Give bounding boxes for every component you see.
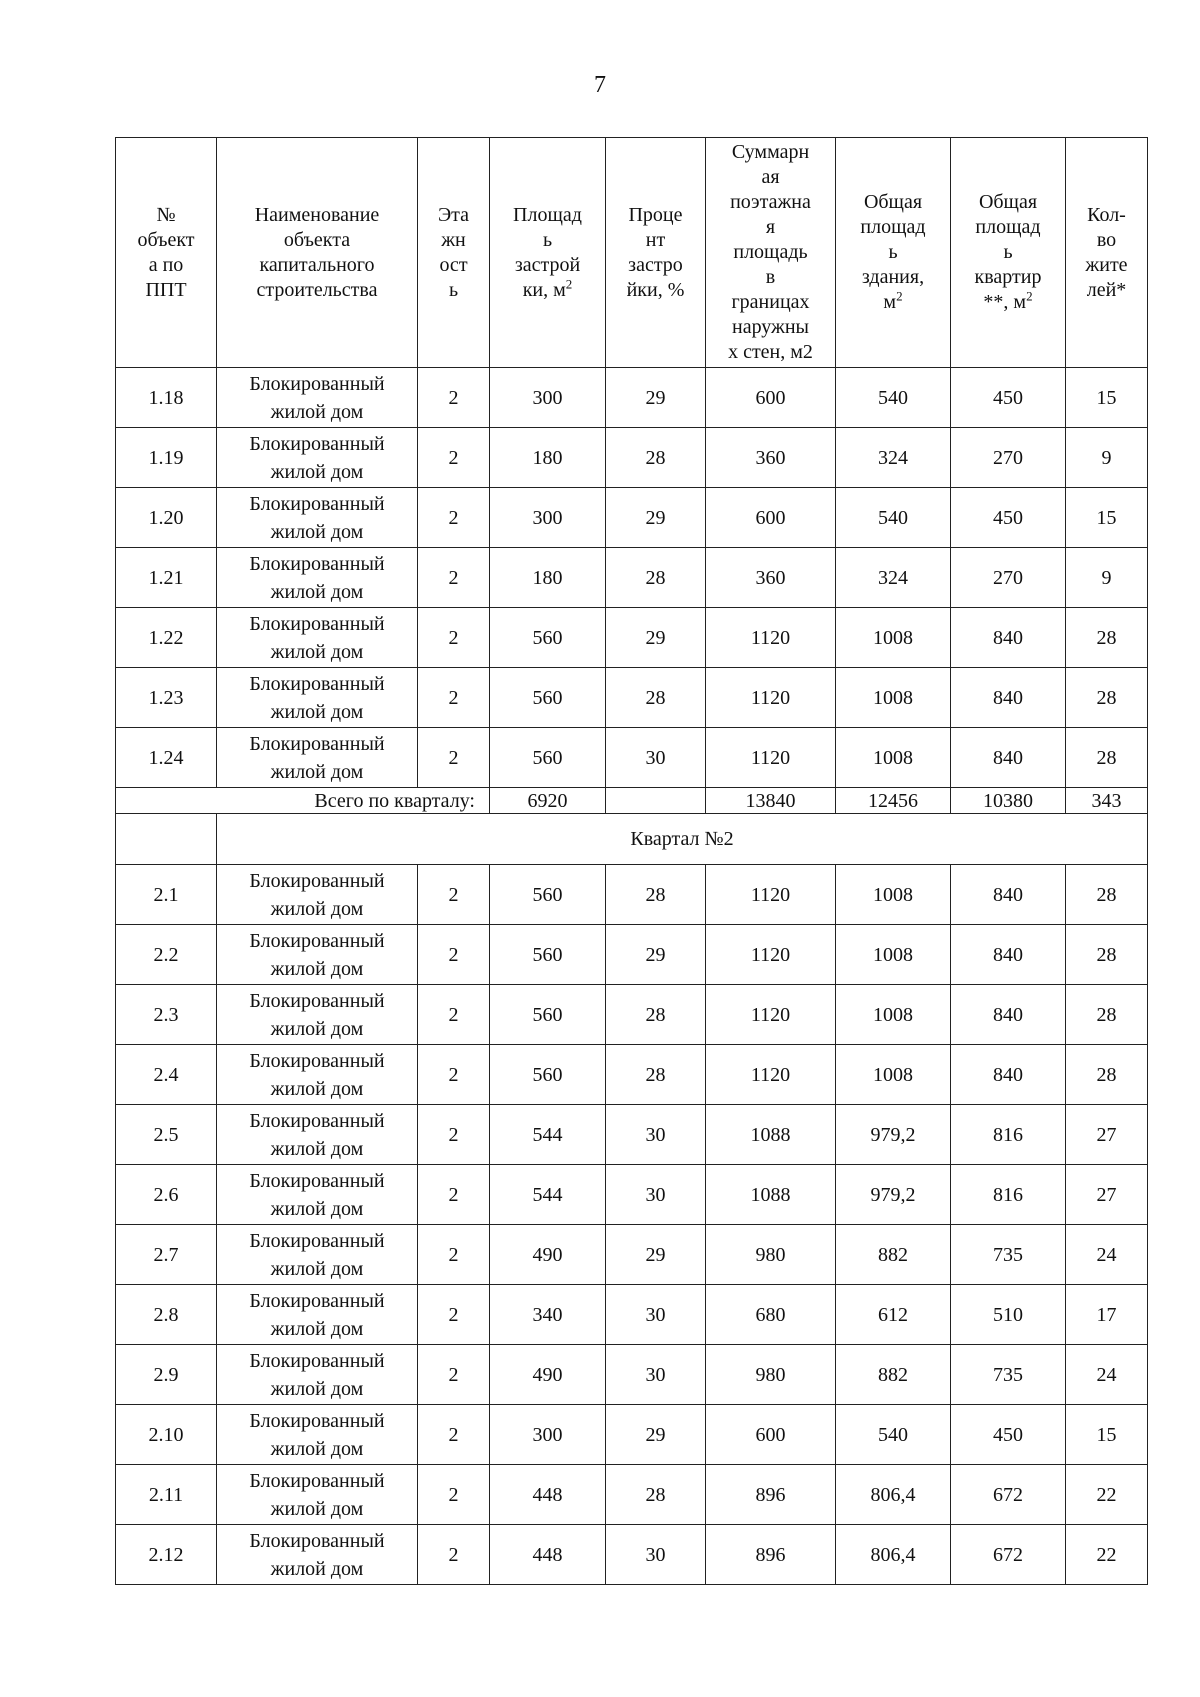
cell-residents: 28: [1066, 668, 1148, 728]
cell-built-area: 300: [490, 368, 606, 428]
cell-built-area: 560: [490, 865, 606, 925]
cell-built-area: 448: [490, 1525, 606, 1585]
cell-residents: 15: [1066, 488, 1148, 548]
cell-floors: 2: [418, 925, 490, 985]
header-total-floor-area: Суммарн ая поэтажна я площадь в границах наружны х стен, м2: [706, 138, 836, 368]
cell-object-name: Блокированный жилой дом: [217, 985, 418, 1045]
cell-object-number: 1.22: [116, 608, 217, 668]
cell-floors: 2: [418, 1525, 490, 1585]
cell-building-area: 806,4: [836, 1465, 951, 1525]
cell-object-name: Блокированный жилой дом: [217, 1165, 418, 1225]
total-built-percent: [606, 788, 706, 814]
cell-apartments-area: 510: [951, 1285, 1066, 1345]
cell-building-area: 1008: [836, 865, 951, 925]
cell-apartments-area: 816: [951, 1105, 1066, 1165]
cell-object-name: Блокированный жилой дом: [217, 1525, 418, 1585]
header-floors: Эта жн ост ь: [418, 138, 490, 368]
cell-residents: 28: [1066, 985, 1148, 1045]
cell-residents: 24: [1066, 1345, 1148, 1405]
table-row: [116, 1165, 1148, 1225]
cell-total-floor-area: 896: [706, 1465, 836, 1525]
table-header-row: [116, 138, 1148, 368]
cell-floors: 2: [418, 728, 490, 788]
total-label: Всего по кварталу:: [116, 788, 490, 814]
cell-building-area: 324: [836, 428, 951, 488]
cell-floors: 2: [418, 1465, 490, 1525]
cell-object-name: Блокированный жилой дом: [217, 608, 418, 668]
cell-building-area: 540: [836, 1405, 951, 1465]
table-row: [116, 1405, 1148, 1465]
cell-building-area: 979,2: [836, 1105, 951, 1165]
cell-built-area: 544: [490, 1105, 606, 1165]
table-row: [116, 1465, 1148, 1525]
cell-building-area: 1008: [836, 985, 951, 1045]
page-number: 7: [594, 72, 606, 98]
cell-total-floor-area: 1120: [706, 985, 836, 1045]
header-apartments-area: Общая площад ь квартир **, $м^2$: [951, 138, 1066, 368]
cell-object-number: 1.20: [116, 488, 217, 548]
cell-object-name: Блокированный жилой дом: [217, 1345, 418, 1405]
cell-residents: 28: [1066, 608, 1148, 668]
cell-total-floor-area: 896: [706, 1525, 836, 1585]
header-built-area: Площад ь застрой ки, $м^2$: [490, 138, 606, 368]
table-row: [116, 1105, 1148, 1165]
cell-object-number: 1.21: [116, 548, 217, 608]
table-row: [116, 1525, 1148, 1585]
cell-apartments-area: 450: [951, 1405, 1066, 1465]
cell-built-percent: 30: [606, 1285, 706, 1345]
cell-built-area: 560: [490, 925, 606, 985]
cell-floors: 2: [418, 428, 490, 488]
cell-residents: 28: [1066, 1045, 1148, 1105]
cell-object-number: 1.18: [116, 368, 217, 428]
cell-residents: 28: [1066, 925, 1148, 985]
cell-apartments-area: 840: [951, 985, 1066, 1045]
cell-apartments-area: 840: [951, 728, 1066, 788]
cell-built-percent: 30: [606, 1525, 706, 1585]
cell-total-floor-area: 1120: [706, 925, 836, 985]
cell-floors: 2: [418, 1345, 490, 1405]
cell-object-name: Блокированный жилой дом: [217, 1405, 418, 1465]
cell-object-number: 2.6: [116, 1165, 217, 1225]
cell-building-area: 1008: [836, 728, 951, 788]
cell-built-area: 560: [490, 608, 606, 668]
cell-built-area: 300: [490, 1405, 606, 1465]
cell-object-name: Блокированный жилой дом: [217, 1045, 418, 1105]
cell-apartments-area: 450: [951, 488, 1066, 548]
cell-apartments-area: 270: [951, 428, 1066, 488]
cell-object-name: Блокированный жилой дом: [217, 428, 418, 488]
cell-total-floor-area: 600: [706, 1405, 836, 1465]
cell-building-area: 1008: [836, 608, 951, 668]
cell-built-area: 490: [490, 1345, 606, 1405]
table-row: [116, 1285, 1148, 1345]
header-object-number: № объект а по ППТ: [116, 138, 217, 368]
buildings-table: [115, 137, 1148, 1585]
cell-built-percent: 29: [606, 925, 706, 985]
cell-residents: 9: [1066, 428, 1148, 488]
cell-built-area: 560: [490, 668, 606, 728]
cell-total-floor-area: 1120: [706, 1045, 836, 1105]
total-row: [116, 788, 1148, 814]
cell-building-area: 1008: [836, 668, 951, 728]
cell-residents: 15: [1066, 368, 1148, 428]
header-built-percent: Проце нт застро йки, %: [606, 138, 706, 368]
cell-built-percent: 29: [606, 488, 706, 548]
cell-built-percent: 29: [606, 608, 706, 668]
cell-floors: 2: [418, 1105, 490, 1165]
cell-building-area: 540: [836, 368, 951, 428]
table-row: [116, 1045, 1148, 1105]
cell-object-number: 2.1: [116, 865, 217, 925]
cell-built-area: 560: [490, 1045, 606, 1105]
cell-total-floor-area: 1120: [706, 728, 836, 788]
cell-object-number: 2.3: [116, 985, 217, 1045]
cell-building-area: 882: [836, 1225, 951, 1285]
cell-built-area: 560: [490, 985, 606, 1045]
table-row: [116, 865, 1148, 925]
block1-body: [116, 368, 1148, 788]
cell-residents: 22: [1066, 1525, 1148, 1585]
cell-building-area: 1008: [836, 925, 951, 985]
cell-floors: 2: [418, 985, 490, 1045]
block1-total-body: [116, 788, 1148, 865]
cell-built-area: 448: [490, 1465, 606, 1525]
cell-apartments-area: 840: [951, 1045, 1066, 1105]
cell-building-area: 882: [836, 1345, 951, 1405]
cell-object-number: 2.4: [116, 1045, 217, 1105]
cell-apartments-area: 672: [951, 1525, 1066, 1585]
cell-built-percent: 28: [606, 1465, 706, 1525]
block2-body: [116, 865, 1148, 1585]
cell-object-name: Блокированный жилой дом: [217, 548, 418, 608]
cell-floors: 2: [418, 1225, 490, 1285]
cell-object-number: 2.11: [116, 1465, 217, 1525]
cell-apartments-area: 735: [951, 1345, 1066, 1405]
cell-residents: 27: [1066, 1105, 1148, 1165]
cell-built-area: 560: [490, 728, 606, 788]
section-row: [116, 814, 1148, 865]
cell-object-name: Блокированный жилой дом: [217, 1465, 418, 1525]
cell-total-floor-area: 980: [706, 1225, 836, 1285]
cell-apartments-area: 672: [951, 1465, 1066, 1525]
cell-residents: 9: [1066, 548, 1148, 608]
cell-object-number: 2.9: [116, 1345, 217, 1405]
cell-object-name: Блокированный жилой дом: [217, 1105, 418, 1165]
cell-residents: 24: [1066, 1225, 1148, 1285]
cell-object-name: Блокированный жилой дом: [217, 925, 418, 985]
cell-object-name: Блокированный жилой дом: [217, 668, 418, 728]
cell-total-floor-area: 680: [706, 1285, 836, 1345]
cell-total-floor-area: 980: [706, 1345, 836, 1405]
cell-object-number: 1.23: [116, 668, 217, 728]
cell-object-name: Блокированный жилой дом: [217, 1285, 418, 1345]
cell-building-area: 612: [836, 1285, 951, 1345]
header-building-area: Общая площад ь здания, $м^2$: [836, 138, 951, 368]
table-row: [116, 368, 1148, 428]
cell-floors: 2: [418, 865, 490, 925]
cell-object-number: 2.10: [116, 1405, 217, 1465]
total-building-area: 12456: [836, 788, 951, 814]
table-row: [116, 668, 1148, 728]
cell-object-name: Блокированный жилой дом: [217, 488, 418, 548]
cell-object-number: 2.5: [116, 1105, 217, 1165]
cell-floors: 2: [418, 608, 490, 668]
cell-built-area: 490: [490, 1225, 606, 1285]
cell-floors: 2: [418, 668, 490, 728]
cell-built-percent: 30: [606, 1105, 706, 1165]
cell-residents: 22: [1066, 1465, 1148, 1525]
cell-total-floor-area: 1120: [706, 865, 836, 925]
cell-floors: 2: [418, 368, 490, 428]
cell-total-floor-area: 600: [706, 488, 836, 548]
cell-built-percent: 30: [606, 728, 706, 788]
cell-built-area: 300: [490, 488, 606, 548]
cell-built-percent: 30: [606, 1345, 706, 1405]
table-row: [116, 1345, 1148, 1405]
cell-apartments-area: 840: [951, 668, 1066, 728]
cell-apartments-area: 816: [951, 1165, 1066, 1225]
cell-built-percent: 28: [606, 985, 706, 1045]
cell-built-percent: 29: [606, 1225, 706, 1285]
section-empty-cell: [116, 814, 217, 865]
cell-floors: 2: [418, 1405, 490, 1465]
total-floor-area: 13840: [706, 788, 836, 814]
cell-built-percent: 29: [606, 368, 706, 428]
cell-built-area: 180: [490, 548, 606, 608]
total-apartments-area: 10380: [951, 788, 1066, 814]
cell-residents: 28: [1066, 865, 1148, 925]
header-residents: Кол- во жите лей*: [1066, 138, 1148, 368]
total-built-area: 6920: [490, 788, 606, 814]
cell-built-percent: 28: [606, 668, 706, 728]
table-row: [116, 985, 1148, 1045]
table-row: [116, 488, 1148, 548]
cell-object-name: Блокированный жилой дом: [217, 1225, 418, 1285]
section-title: Квартал №2: [217, 814, 1148, 865]
cell-object-number: 2.12: [116, 1525, 217, 1585]
cell-apartments-area: 840: [951, 608, 1066, 668]
cell-object-name: Блокированный жилой дом: [217, 865, 418, 925]
total-residents: 343: [1066, 788, 1148, 814]
table-row: [116, 728, 1148, 788]
cell-floors: 2: [418, 488, 490, 548]
cell-total-floor-area: 1088: [706, 1165, 836, 1225]
table-row: [116, 925, 1148, 985]
cell-total-floor-area: 1120: [706, 608, 836, 668]
cell-object-name: Блокированный жилой дом: [217, 368, 418, 428]
table-row: [116, 548, 1148, 608]
cell-building-area: 540: [836, 488, 951, 548]
cell-residents: 17: [1066, 1285, 1148, 1345]
cell-built-area: 340: [490, 1285, 606, 1345]
cell-built-percent: 28: [606, 1045, 706, 1105]
cell-built-percent: 28: [606, 428, 706, 488]
cell-floors: 2: [418, 1165, 490, 1225]
cell-apartments-area: 840: [951, 865, 1066, 925]
cell-building-area: 324: [836, 548, 951, 608]
cell-apartments-area: 450: [951, 368, 1066, 428]
cell-residents: 15: [1066, 1405, 1148, 1465]
cell-total-floor-area: 1088: [706, 1105, 836, 1165]
cell-total-floor-area: 1120: [706, 668, 836, 728]
cell-floors: 2: [418, 1045, 490, 1105]
cell-building-area: 1008: [836, 1045, 951, 1105]
cell-residents: 27: [1066, 1165, 1148, 1225]
cell-object-number: 2.7: [116, 1225, 217, 1285]
cell-object-number: 2.8: [116, 1285, 217, 1345]
cell-total-floor-area: 360: [706, 428, 836, 488]
header-object-name: Наименование объекта капитального строительства: [217, 138, 418, 368]
cell-apartments-area: 270: [951, 548, 1066, 608]
cell-floors: 2: [418, 1285, 490, 1345]
cell-built-percent: 30: [606, 1165, 706, 1225]
cell-residents: 28: [1066, 728, 1148, 788]
cell-built-percent: 28: [606, 548, 706, 608]
cell-building-area: 979,2: [836, 1165, 951, 1225]
cell-apartments-area: 840: [951, 925, 1066, 985]
cell-total-floor-area: 360: [706, 548, 836, 608]
cell-object-number: 1.19: [116, 428, 217, 488]
cell-built-percent: 28: [606, 865, 706, 925]
cell-building-area: 806,4: [836, 1525, 951, 1585]
cell-built-area: 180: [490, 428, 606, 488]
table-row: [116, 608, 1148, 668]
cell-built-percent: 29: [606, 1405, 706, 1465]
table-row: [116, 428, 1148, 488]
cell-apartments-area: 735: [951, 1225, 1066, 1285]
cell-floors: 2: [418, 548, 490, 608]
cell-built-area: 544: [490, 1165, 606, 1225]
cell-object-number: 2.2: [116, 925, 217, 985]
cell-object-number: 1.24: [116, 728, 217, 788]
cell-total-floor-area: 600: [706, 368, 836, 428]
table-row: [116, 1225, 1148, 1285]
cell-object-name: Блокированный жилой дом: [217, 728, 418, 788]
